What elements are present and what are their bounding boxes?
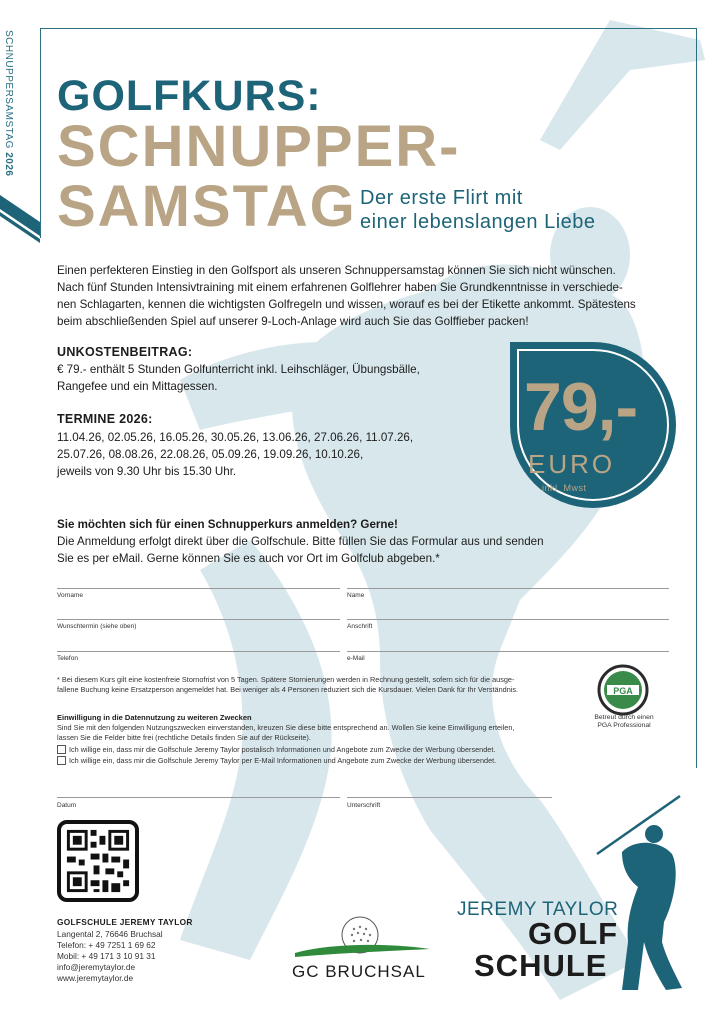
registration-line: Sie es per eMail. Gerne können Sie es auch vor Ort im Golfclub abgeben.* xyxy=(57,552,440,565)
contact-address: Langental 2, 76646 Bruchsal xyxy=(57,929,163,939)
pga-logo-icon xyxy=(597,664,649,716)
frame-left-line xyxy=(40,28,41,238)
consent-postal-label: Ich willige ein, dass mir die Golfschule Jeremy Taylor postalisch Informationen und Angebote zum Zwecke der Werbung übersendet. xyxy=(69,745,496,754)
costs-text xyxy=(57,361,420,395)
datum-label: Datum xyxy=(57,802,77,809)
intro-line: Nach fünf Stunden Intensivtraining mit einem erfahrenen Golflehrer haben Sie Grundkenntnisse in verschiede- xyxy=(57,281,623,294)
frame-top-line xyxy=(40,28,696,29)
storno-note xyxy=(57,675,587,695)
dates-line: jeweils von 9.30 Uhr bis 15.30 Uhr. xyxy=(57,465,237,478)
side-label-text: SCHNUPPERSAMSTAG xyxy=(3,30,14,149)
title-golfkurs: GOLFKURS: xyxy=(57,72,322,120)
dates-line: 11.04.26, 02.05.26, 16.05.26, 30.05.26, 13.06.26, 27.06.26, 11.07.26, xyxy=(57,431,414,444)
telefon-label: Telefon xyxy=(57,655,78,662)
subtitle-line: einer lebenslangen Liebe xyxy=(360,211,596,233)
registration-heading: Sie möchten sich für einen Schnupperkurs anmelden? Gerne! xyxy=(57,518,398,531)
unterschrift-field[interactable] xyxy=(347,797,552,798)
golfer-logo-icon xyxy=(592,792,687,992)
frame-right-line xyxy=(696,28,697,768)
registration-line: Die Anmeldung erfolgt direkt über die Golfschule. Bitte füllen Sie das Formular aus und senden xyxy=(57,535,544,548)
storno-line: * Bei diesem Kurs gilt eine kostenfreie Stornofrist von 5 Tagen. Spätere Stornierungen werden in Rechnung gestellt, sofern sich für die ausge- xyxy=(57,675,515,684)
contact-mobile: Mobil: + 49 171 3 10 91 31 xyxy=(57,951,156,961)
costs-line: Rangefee und ein Mittagessen. xyxy=(57,380,218,393)
price-amount: 79,- xyxy=(524,369,638,445)
name-field[interactable] xyxy=(347,588,669,589)
contact-phone: Telefon: + 49 7251 1 69 62 xyxy=(57,940,156,950)
costs-line: € 79.- enthält 5 Stunden Golfunterricht inkl. Leihschläger, Übungsbälle, xyxy=(57,363,420,376)
consent-postal-checkbox[interactable] xyxy=(57,745,66,754)
intro-line: beim abschließenden Spiel auf unserer 9-Loch-Anlage wird auch Sie das Golffieber packen! xyxy=(57,315,529,328)
price-currency: EURO xyxy=(528,449,616,479)
dates-heading: TERMINE 2026: xyxy=(57,412,153,426)
costs-heading: UNKOSTENBEITRAG: xyxy=(57,345,193,359)
consent-email-label: Ich willige ein, dass mir die Golfschule Jeremy Taylor per E-Mail Informationen und Angebote zum Zwecke der Werbung übersendet. xyxy=(69,756,497,765)
qr-code xyxy=(57,820,139,902)
side-label xyxy=(3,30,14,176)
title-schnupper: SCHNUPPER- xyxy=(57,114,461,179)
wunschtermin-label: Wunschtermin (siehe oben) xyxy=(57,623,137,630)
unterschrift-label: Unterschrift xyxy=(347,802,381,809)
intro-line: nen Schlagarten, kennen die wichtigsten Golfregeln und wissen, worauf es bei der Etikette ankommt. Spätestens xyxy=(57,298,636,311)
jt-logo-golf: GOLF xyxy=(528,916,619,951)
subtitle xyxy=(360,186,596,234)
contact-website[interactable]: www.jeremytaylor.de xyxy=(57,973,134,983)
wunschtermin-field[interactable] xyxy=(57,619,340,620)
jt-logo-name: JEREMY TAYLOR xyxy=(457,899,619,920)
email-field[interactable] xyxy=(347,651,669,652)
consent-option-email xyxy=(57,756,496,765)
qr-code-icon xyxy=(61,824,135,898)
dates-line: 25.07.26, 08.08.26, 22.08.26, 05.09.26, 19.09.26, 10.10.26, xyxy=(57,448,364,461)
consent-text xyxy=(57,723,577,743)
intro-line: Einen perfekteren Einstieg in den Golfsport als unseren Schnuppersamstag können Sie sich nicht wünschen. xyxy=(57,264,616,277)
gc-bruchsal-name: GC BRUCHSAL xyxy=(292,962,426,981)
dates-text xyxy=(57,429,413,480)
storno-line: fallene Buchung keine Ersatzperson angemeldet hat. Bei weniger als 4 Personen reduziert sich die Kursdauer. Vielen Dank für Ihr Verständnis. xyxy=(57,685,519,694)
name-label: Name xyxy=(347,592,365,599)
consent-email-checkbox[interactable] xyxy=(57,756,66,765)
contact-email[interactable]: info@jeremytaylor.de xyxy=(57,962,136,972)
consent-option-postal xyxy=(57,745,495,754)
subtitle-line: Der erste Flirt mit xyxy=(360,187,523,209)
anschrift-field[interactable] xyxy=(347,619,669,620)
consent-line: lassen Sie die Felder bitte frei (rechtliche Details finden Sie auf der Rückseite). xyxy=(57,733,311,742)
contact-heading: GOLFSCHULE JEREMY TAYLOR xyxy=(57,917,193,927)
email-label: e-Mail xyxy=(347,655,365,662)
vorname-label: Vorname xyxy=(57,592,84,599)
pga-caption-line: Betreut durch einen xyxy=(594,714,654,721)
consent-line: Sind Sie mit den folgenden Nutzungszwecken einverstanden, kreuzen Sie diese bitte entsprechend an. Wollen Sie keine Einwilligung erteilen, xyxy=(57,723,515,732)
price-note: inkl. Mwst xyxy=(542,483,587,493)
title-samstag: SAMSTAG xyxy=(57,174,357,239)
pga-caption xyxy=(588,714,660,730)
pga-caption-line: PGA Professional xyxy=(597,722,651,729)
datum-field[interactable] xyxy=(57,797,340,798)
consent-heading: Einwilligung in die Datennutzung zu weiteren Zwecken xyxy=(57,713,252,722)
anschrift-label: Anschrift xyxy=(347,623,373,630)
telefon-field[interactable] xyxy=(57,651,340,652)
registration-text xyxy=(57,533,597,567)
jt-logo-schule: SCHULE xyxy=(474,948,608,983)
intro-paragraph xyxy=(57,262,667,330)
svg-text:PGA: PGA xyxy=(613,686,633,696)
vorname-field[interactable] xyxy=(57,588,340,589)
side-label-year: 2026 xyxy=(3,152,14,177)
